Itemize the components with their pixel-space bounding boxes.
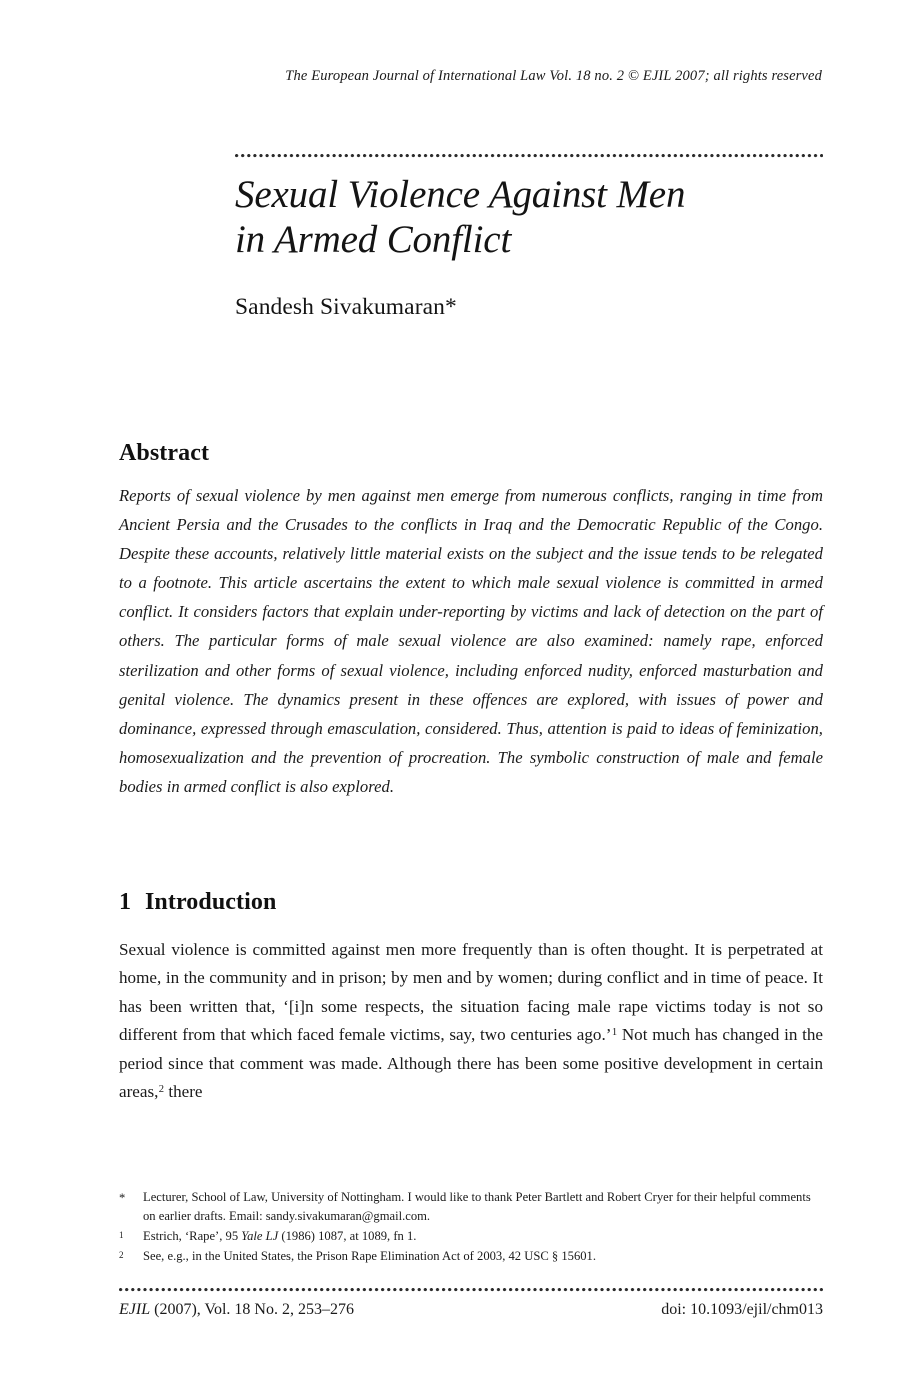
footnote-text: See, e.g., in the United States, the Prison Rape Elimination Act of 2003, 42 USC § 15601.: [143, 1248, 596, 1263]
abstract-body: Reports of sexual violence by men against men emerge from numerous conflicts, ranging in time from Ancient Persia and the Crusades to the conflicts in Iraq and the Democratic Republic of the Congo. Despite these accounts, relatively little material exists on the subject and the issue tends to be relegated to a footnote. This article ascertains the extent to which male sexual violence is committed in armed conflict. It considers factors that explain under-reporting by victims and lack of detection on the part of others. The particular forms of male sexual violence are also examined: namely rape, enforced sterilization and other forms of sexual violence, including enforced nudity, enforced masturbation and genital violence. The dynamics present in these offences are explored, with issues of power and dominance, expressed through emasculation, considered. Thus, attention is paid to ideas of feminization, homosexualization and the prevention of procreation. The symbolic construction of male and female bodies in armed conflict is also explored.: [119, 486, 823, 796]
introduction-paragraph: [119, 936, 823, 1106]
footnote-text: Lecturer, School of Law, University of Nottingham. I would like to thank Peter Bartlett and Robert Cryer for their helpful comments on earlier drafts. Email: sandy.sivakumaran@gmail.com.: [143, 1190, 811, 1224]
running-head: The European Journal of International Law Vol. 18 no. 2 © EJIL 2007; all rights reserved: [285, 68, 822, 84]
introduction-section: [119, 888, 823, 1106]
footnote-marker: 1: [119, 1230, 124, 1241]
footer-citation-text: (2007), Vol. 18 No. 2, 253–276: [150, 1301, 354, 1318]
title-block: [235, 172, 825, 321]
abstract-section: [119, 439, 823, 801]
footer-doi: doi: 10.1093/ejil/chm013: [661, 1301, 823, 1318]
footnotes-block: [119, 1188, 823, 1267]
footnote-ref-1[interactable]: 1: [611, 1026, 618, 1038]
footnote-item: [119, 1247, 823, 1266]
title-line-2: in Armed Conflict: [235, 218, 512, 261]
paragraph-part-3: there: [164, 1082, 203, 1102]
paragraph-part-2: Not much has changed in the period since that comment was made. Although there has been some positive development in certain areas,: [119, 1025, 823, 1102]
footnote-text-after: (1986) 1087, at 1089, fn 1.: [278, 1229, 417, 1244]
footnote-item: [119, 1188, 823, 1227]
footer-journal-abbrev: EJIL: [119, 1301, 151, 1318]
section-heading-label: Introduction: [145, 889, 277, 915]
author-name: Sandesh Sivakumaran*: [235, 294, 457, 320]
footnote-text-before: Estrich, ‘Rape’, 95: [143, 1229, 242, 1244]
page-footer: [119, 1298, 823, 1321]
footer-dotted-rule: [119, 1288, 823, 1292]
footnote-marker: *: [119, 1191, 126, 1205]
footnote-ref-2[interactable]: 2: [158, 1083, 165, 1095]
section-heading: [119, 888, 823, 916]
title-line-1: Sexual Violence Against Men: [235, 173, 686, 216]
section-number: 1: [119, 889, 132, 915]
footer-citation: [119, 1298, 354, 1321]
footnote-marker: 2: [119, 1249, 124, 1260]
paragraph-part-1: Sexual violence is committed against men more frequently than is often thought. It is perpetrated at home, in the community and in prison; by men and by women; during conflict and in time of peace. It has been written that, ‘[i]n some respects, the situation facing male rape victims today is not so different from that which faced female victims, say, two centuries ago.’: [119, 940, 823, 1045]
title-dotted-rule: [235, 154, 823, 158]
footnote-journal-title: Yale LJ: [241, 1229, 279, 1244]
footnote-item: [119, 1227, 823, 1246]
abstract-heading: Abstract: [119, 440, 210, 466]
page-title: [235, 172, 825, 262]
